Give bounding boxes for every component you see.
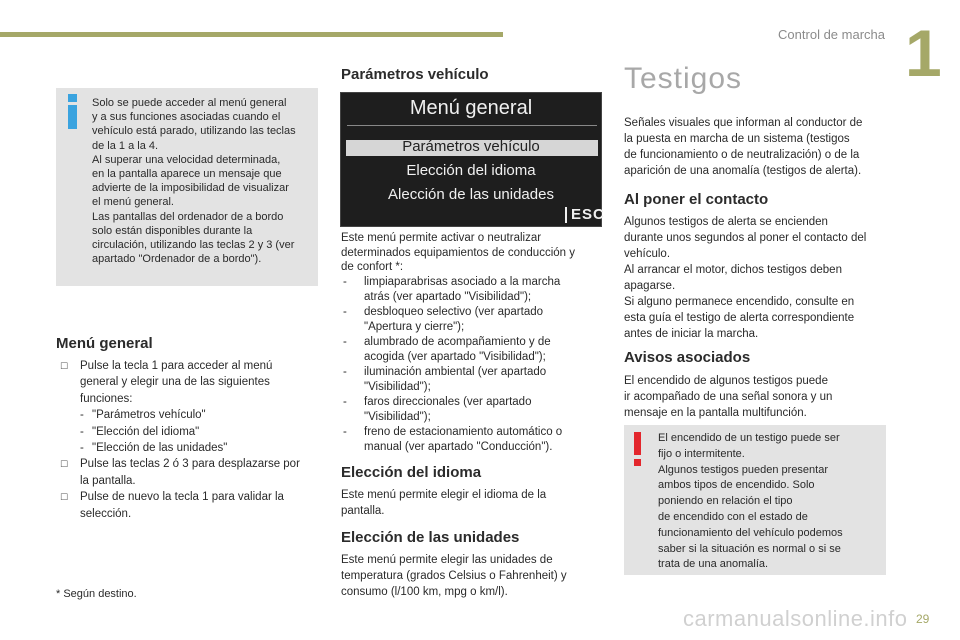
- sub-item: - "Elección de las unidades": [80, 440, 322, 456]
- info-line: Al superar una velocidad determinada,: [92, 153, 281, 166]
- text-line: "Visibilidad");: [364, 411, 431, 423]
- info-line: el menú general.: [92, 196, 174, 209]
- text-line: - iluminación ambiental (ver apartado: [364, 366, 547, 378]
- testigos-text: [624, 115, 886, 179]
- text-line: Este menú permite elegir las unidades de: [341, 554, 553, 566]
- checkbox-bullet-icon: ☐: [60, 459, 69, 470]
- list-item: [341, 275, 603, 305]
- avisos-text: [624, 373, 886, 421]
- text-line: - limpiaparabrisas asociado a la marcha: [364, 276, 561, 288]
- list-item-line: selección.: [80, 507, 132, 520]
- text-line: manual (ver apartado "Conducción").: [364, 441, 553, 453]
- info-line: y a sus funciones asociadas cuando el: [92, 111, 281, 124]
- section-title: Control de marcha: [778, 27, 885, 42]
- text-line: determinados equipamientos de conducción y: [341, 246, 575, 259]
- info-line: en la pantalla aparece un mensaje que: [92, 168, 282, 181]
- text-line: temperatura (grados Celsius o Fahrenheit) y: [341, 570, 567, 582]
- text-line: de funcionamiento o de neutralización) o de la: [624, 149, 860, 161]
- info-line: solo están disponibles durante la: [92, 224, 253, 237]
- text-line: mensaje en la pantalla multifunción.: [624, 407, 807, 419]
- text-line: El encendido de un testigo puede ser: [658, 432, 840, 444]
- screen-item-selected: Parámetros vehículo: [402, 138, 540, 155]
- text-line: funcionamiento del vehículo podemos: [658, 526, 843, 539]
- sub-item: - "Parámetros vehículo": [80, 407, 322, 423]
- text-line: El encendido de algunos testigos puede: [624, 375, 828, 387]
- menu-screen-image: [340, 92, 605, 227]
- watermark: carmanualsonline.info: [683, 606, 908, 631]
- warning-text: [658, 431, 880, 573]
- sub-item: - "Elección del idioma": [80, 424, 322, 440]
- text-line: de confort *:: [341, 261, 404, 273]
- text-line: saber si la situación es normal o si se: [658, 542, 841, 555]
- screen-item: Elección del idioma: [406, 162, 536, 179]
- text-line: trata de una anomalía.: [658, 558, 769, 571]
- text-line: atrás (ver apartado "Visibilidad");: [364, 291, 532, 303]
- menu-general-list: [60, 358, 322, 522]
- unidades-heading: Elección de las unidades: [341, 529, 520, 546]
- info-line: circulación, utilizando las teclas 2 y 3 (ver: [92, 239, 295, 252]
- unidades-text: [341, 552, 603, 600]
- text-line: - faros direccionales (ver apartado: [364, 396, 532, 408]
- info-line: advierte de la imposibilidad de visualizar: [92, 182, 289, 195]
- info-line: Solo se puede acceder al menú general: [92, 97, 287, 109]
- text-line: "Apertura y cierre");: [364, 321, 465, 333]
- exclamation-icon: [633, 432, 643, 468]
- chapter-number: 1: [905, 16, 942, 90]
- esc-label: ESC: [565, 207, 605, 223]
- text-line: antes de iniciar la marcha.: [624, 328, 759, 340]
- list-item: [341, 395, 603, 425]
- list-item-line: Pulse de nuevo la tecla 1 para validar la: [80, 491, 284, 504]
- footnote: * Según destino.: [56, 588, 137, 600]
- list-item: [60, 489, 322, 522]
- screen-item: Alección de las unidades: [388, 186, 554, 203]
- text-line: poniendo en relación el tipo: [658, 495, 793, 508]
- text-line: - freno de estacionamiento automático o: [364, 426, 563, 438]
- text-line: consumo (l/100 km, mpg o km/l).: [341, 586, 508, 598]
- text-line: Este menú permite activar o neutralizar: [341, 232, 542, 244]
- text-line: esta guía el testigo de alerta correspondiente: [624, 312, 855, 324]
- text-line: apagarse.: [624, 280, 676, 292]
- text-line: acogida (ver apartado "Visibilidad");: [364, 351, 546, 363]
- text-line: "Visibilidad");: [364, 381, 431, 393]
- testigos-title: Testigos: [624, 62, 743, 95]
- contacto-text: [624, 214, 886, 342]
- screen-title: Menú general: [409, 97, 533, 119]
- parametros-intro: [341, 231, 603, 275]
- info-line: apartado "Ordenador de a bordo").: [92, 253, 262, 266]
- idioma-text: [341, 487, 603, 519]
- text-line: Al arrancar el motor, dichos testigos deben: [624, 264, 842, 276]
- list-item: [60, 456, 322, 489]
- menu-general-heading: Menú general: [56, 335, 153, 352]
- text-line: durante unos segundos al poner el contacto del: [624, 232, 867, 244]
- list-item-line: funciones:: [80, 392, 133, 405]
- text-line: vehículo.: [624, 248, 671, 260]
- list-item-line: Pulse la tecla 1 para acceder al menú: [80, 360, 273, 372]
- text-line: Señales visuales que informan al conductor de: [624, 117, 863, 129]
- list-item: [341, 425, 603, 455]
- info-line: Las pantallas del ordenador de a bordo: [92, 210, 284, 223]
- header-accent-bar: [0, 32, 503, 37]
- info-line: de la 1 a la 4.: [92, 139, 159, 152]
- text-line: ambos tipos de encendido. Solo: [658, 479, 815, 492]
- contacto-heading: Al poner el contacto: [624, 191, 769, 208]
- parametros-list: [341, 275, 603, 455]
- avisos-heading: Avisos asociados: [624, 349, 751, 366]
- list-item: [341, 305, 603, 335]
- info-line: vehículo está parado, utilizando las teclas: [92, 125, 296, 138]
- text-line: - alumbrado de acompañamiento y de: [364, 336, 551, 348]
- text-line: - desbloqueo selectivo (ver apartado: [364, 306, 544, 318]
- text-line: Algunos testigos de alerta se encienden: [624, 216, 828, 228]
- text-line: de encendido con el estado de: [658, 510, 808, 523]
- screen-divider: [347, 125, 597, 126]
- text-line: Este menú permite elegir el idioma de la: [341, 489, 547, 501]
- list-item-line: la pantalla.: [80, 474, 136, 487]
- list-item: [341, 335, 603, 365]
- text-line: Algunos testigos pueden presentar: [658, 463, 829, 476]
- list-item-line: general y elegir una de las siguientes: [80, 376, 270, 389]
- text-line: fijo o intermitente.: [658, 447, 745, 460]
- text-line: pantalla.: [341, 505, 385, 517]
- text-line: ir acompañado de una señal sonora y un: [624, 391, 833, 403]
- parametros-heading: Parámetros vehículo: [341, 66, 489, 83]
- checkbox-bullet-icon: ☐: [60, 492, 69, 503]
- text-line: aparición de una anomalía (testigos de alerta).: [624, 165, 862, 177]
- list-item: [60, 358, 322, 456]
- list-item: [341, 365, 603, 395]
- info-text: [92, 96, 314, 266]
- text-line: la puesta en marcha de un sistema (testigos: [624, 133, 850, 145]
- text-line: Si alguno permanece encendido, consulte en: [624, 296, 855, 308]
- idioma-heading: Elección del idioma: [341, 464, 482, 481]
- info-icon: [66, 94, 80, 130]
- list-item-line: Pulse las teclas 2 ó 3 para desplazarse por: [80, 458, 300, 471]
- page-number: 29: [916, 612, 930, 626]
- checkbox-bullet-icon: ☐: [60, 361, 69, 371]
